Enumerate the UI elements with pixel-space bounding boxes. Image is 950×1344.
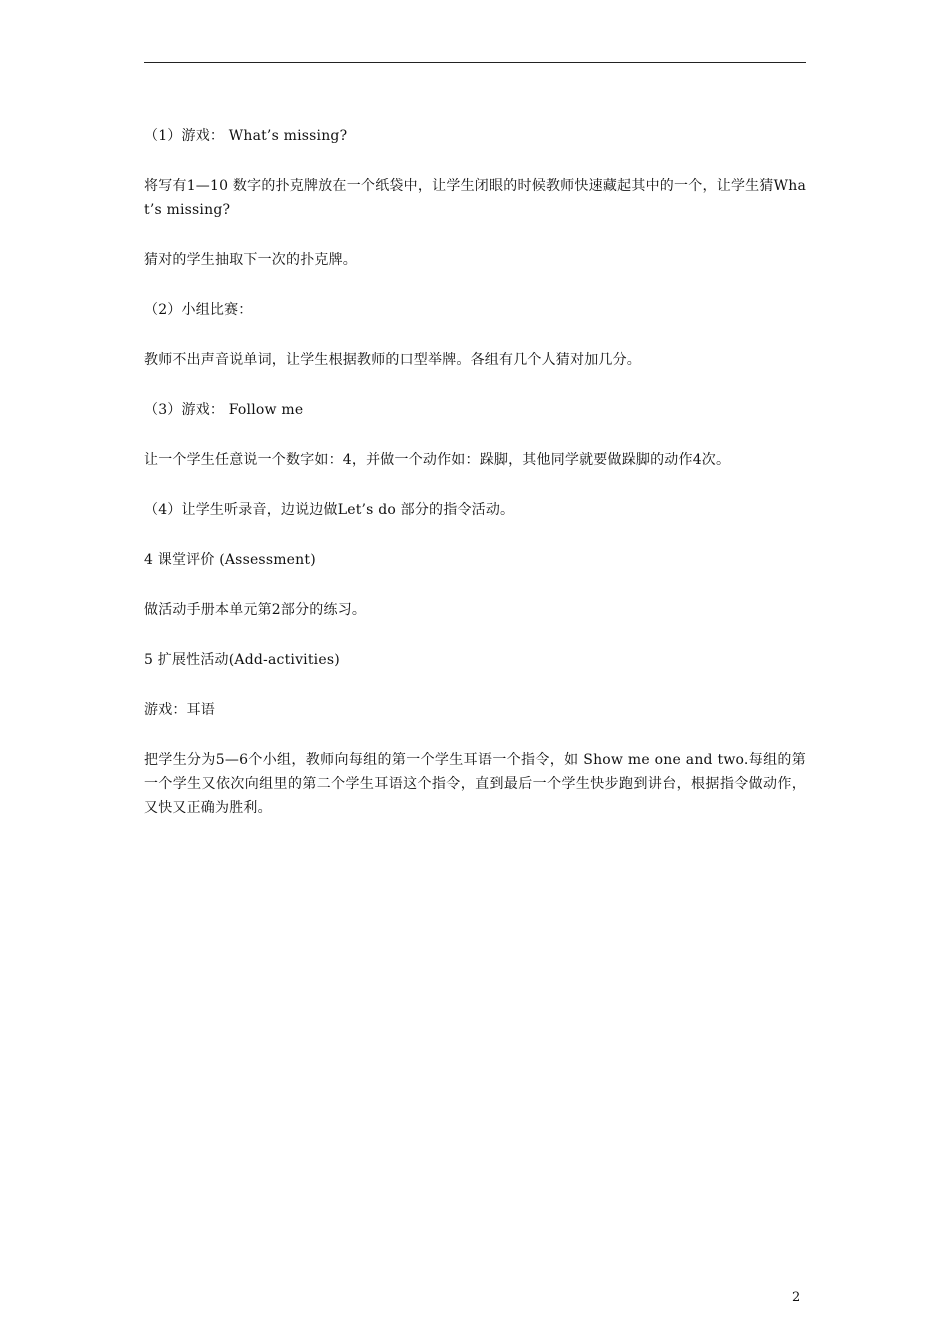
paragraph-game-follow-me-heading: （3）游戏： Follow me <box>144 402 304 418</box>
paragraph-group-contest-heading: （2）小组比赛： <box>144 302 253 318</box>
paragraph-follow-me-instructions: 让一个学生任意说一个数字如：4，并做一个动作如：跺脚，其他同学就要做跺脚的动作4次。 <box>144 452 731 468</box>
page-number: 2 <box>792 1290 801 1305</box>
paragraph-group-contest-instructions: 教师不出声音说单词，让学生根据教师的口型举牌。各组有几个人猜对加几分。 <box>144 352 641 368</box>
paragraph-whisper-game-instructions: 把学生分为5—6个小组，教师向每组的第一个学生耳语一个指令，如 Show me one and two.每组的第一个学生又依次向组里的第二个学生耳语这个指令，直到最后一个学生快步跑到讲台，根据指令做动作，又快又正确为胜利。 <box>144 752 806 816</box>
paragraph-lets-do-activity: （4）让学生听录音，边说边做Let’s do 部分的指令活动。 <box>144 502 515 518</box>
section-add-activities-heading: 5 扩展性活动(Add-activities) <box>144 652 340 668</box>
document-body <box>144 124 806 846</box>
paragraph-game-whats-missing-heading: （1）游戏： What’s missing? <box>144 128 348 144</box>
section-assessment-heading: 4 课堂评价 (Assessment) <box>144 552 316 568</box>
paragraph-next-card: 猜对的学生抽取下一次的扑克牌。 <box>144 252 357 268</box>
header-rule <box>144 62 806 63</box>
paragraph-whisper-game-heading: 游戏：耳语 <box>144 702 215 718</box>
paragraph-game-whats-missing-instructions: 将写有1—10 数字的扑克牌放在一个纸袋中，让学生闭眼的时候教师快速藏起其中的一个，让学生猜What’s missing? <box>144 178 806 218</box>
paragraph-assessment-exercise: 做活动手册本单元第2部分的练习。 <box>144 602 367 618</box>
